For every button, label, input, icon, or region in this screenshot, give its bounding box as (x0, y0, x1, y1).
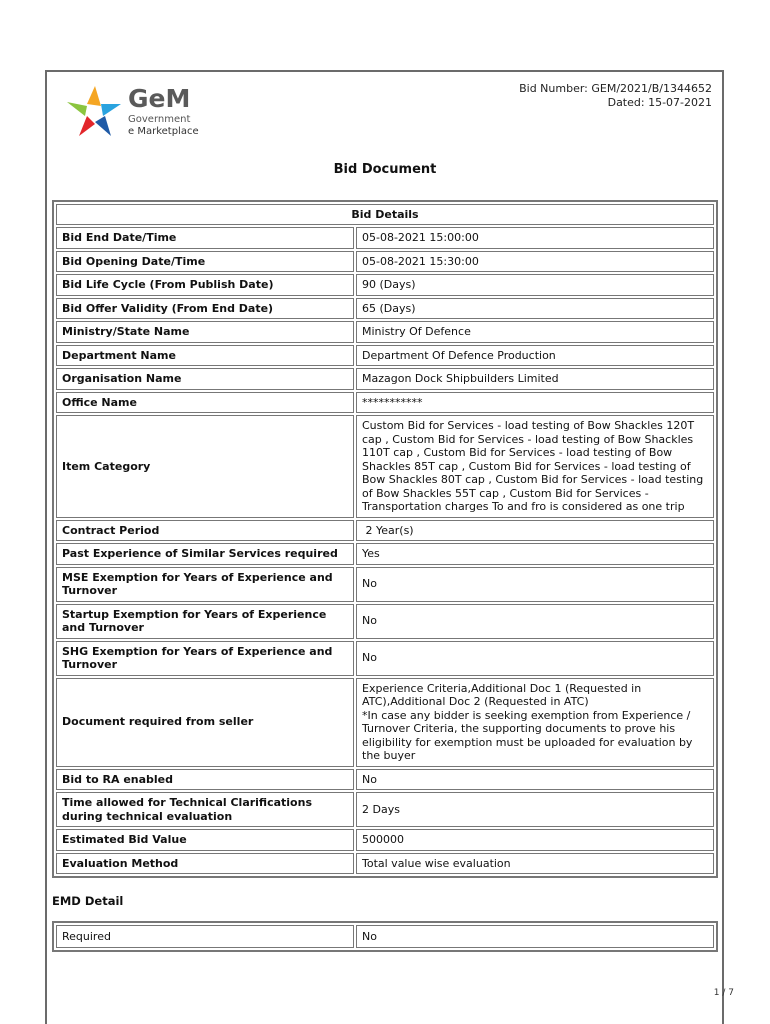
emd-table (52, 921, 718, 952)
document-title: Bid Document (333, 162, 437, 177)
emd-row (56, 925, 714, 948)
table-row (56, 392, 714, 414)
row-value: Custom Bid for Services - load testing of Bow Shackles 120T cap , Custom Bid for Services - load testing of Bow Shackles 110T cap , Custom Bid for Services - load testing of Bow Shackles 85T cap , Custom Bid for Services - load testing of Bow Shackles 80T cap , Custom Bid for Services - load testing of Bow Shackles 55T cap , Custom Bid for Services - Transportation charges To and fro is considered as one trip (356, 415, 714, 518)
table-row (56, 604, 714, 639)
gem-star-icon (65, 82, 125, 142)
row-label: SHG Exemption for Years of Experience and Turnover (56, 641, 354, 676)
row-label: MSE Exemption for Years of Experience and Turnover (56, 567, 354, 602)
row-label: Estimated Bid Value (56, 829, 354, 851)
row-label: Bid to RA enabled (56, 769, 354, 791)
table-row (56, 792, 714, 827)
emd-heading: EMD Detail (52, 894, 124, 908)
table-row (56, 829, 714, 851)
page-number: 1 / 7 (713, 988, 734, 998)
row-label: Office Name (56, 392, 354, 414)
row-label: Past Experience of Similar Services required (56, 543, 354, 565)
table-row (56, 678, 714, 767)
row-label: Organisation Name (56, 368, 354, 390)
row-label: Contract Period (56, 520, 354, 542)
row-label: Bid Offer Validity (From End Date) (56, 298, 354, 320)
row-label: Ministry/State Name (56, 321, 354, 343)
row-value: 05-08-2021 15:00:00 (356, 227, 714, 249)
row-value-line: *In case any bidder is seeking exemption from Experience / Turnover Criteria, the supporting documents to prove his eligibility for exemption must be uploaded for evaluation by the buyer (362, 708, 693, 762)
row-value: 2 Year(s) (356, 520, 714, 542)
table-row (56, 368, 714, 390)
row-value (356, 678, 714, 767)
row-label: Item Category (56, 415, 354, 518)
table-row (56, 853, 714, 875)
bid-details-heading: Bid Details (56, 204, 714, 225)
row-label: Bid Opening Date/Time (56, 251, 354, 273)
table-row (56, 251, 714, 273)
bid-details-body (56, 227, 714, 874)
row-value: Ministry Of Defence (356, 321, 714, 343)
row-value: 90 (Days) (356, 274, 714, 296)
table-row (56, 415, 714, 518)
row-value: Department Of Defence Production (356, 345, 714, 367)
row-value: Yes (356, 543, 714, 565)
gem-logo (65, 82, 205, 142)
bid-date: Dated: 15-07-2021 (607, 96, 712, 109)
logo-line-1: Government (128, 114, 191, 125)
row-label: Document required from seller (56, 678, 354, 767)
emd-value: No (356, 925, 714, 948)
row-value: No (356, 567, 714, 602)
row-label: Startup Exemption for Years of Experience and Turnover (56, 604, 354, 639)
row-value: No (356, 769, 714, 791)
row-value: 500000 (356, 829, 714, 851)
row-value: Mazagon Dock Shipbuilders Limited (356, 368, 714, 390)
row-label: Department Name (56, 345, 354, 367)
table-row (56, 769, 714, 791)
table-row (56, 641, 714, 676)
row-value: Total value wise evaluation (356, 853, 714, 875)
row-value: No (356, 641, 714, 676)
table-row (56, 227, 714, 249)
emd-label: Required (56, 925, 354, 948)
table-row (56, 543, 714, 565)
table-row (56, 298, 714, 320)
row-value: *********** (356, 392, 714, 414)
table-row (56, 345, 714, 367)
row-label: Time allowed for Technical Clarifications during technical evaluation (56, 792, 354, 827)
table-row (56, 567, 714, 602)
row-value: No (356, 604, 714, 639)
logo-name: GeM (128, 84, 191, 113)
bid-meta (519, 82, 712, 110)
row-value: 2 Days (356, 792, 714, 827)
bid-number: Bid Number: GEM/2021/B/1344652 (519, 82, 712, 95)
row-value-line: Experience Criteria,Additional Doc 1 (Requested in ATC),Additional Doc 2 (Requested in ATC) (362, 681, 642, 708)
bid-details-table (52, 200, 718, 878)
table-row (56, 274, 714, 296)
row-value: 65 (Days) (356, 298, 714, 320)
row-label: Evaluation Method (56, 853, 354, 875)
logo-line-2: e Marketplace (128, 126, 199, 137)
table-row (56, 520, 714, 542)
row-label: Bid Life Cycle (From Publish Date) (56, 274, 354, 296)
row-value: 05-08-2021 15:30:00 (356, 251, 714, 273)
row-label: Bid End Date/Time (56, 227, 354, 249)
table-row (56, 321, 714, 343)
